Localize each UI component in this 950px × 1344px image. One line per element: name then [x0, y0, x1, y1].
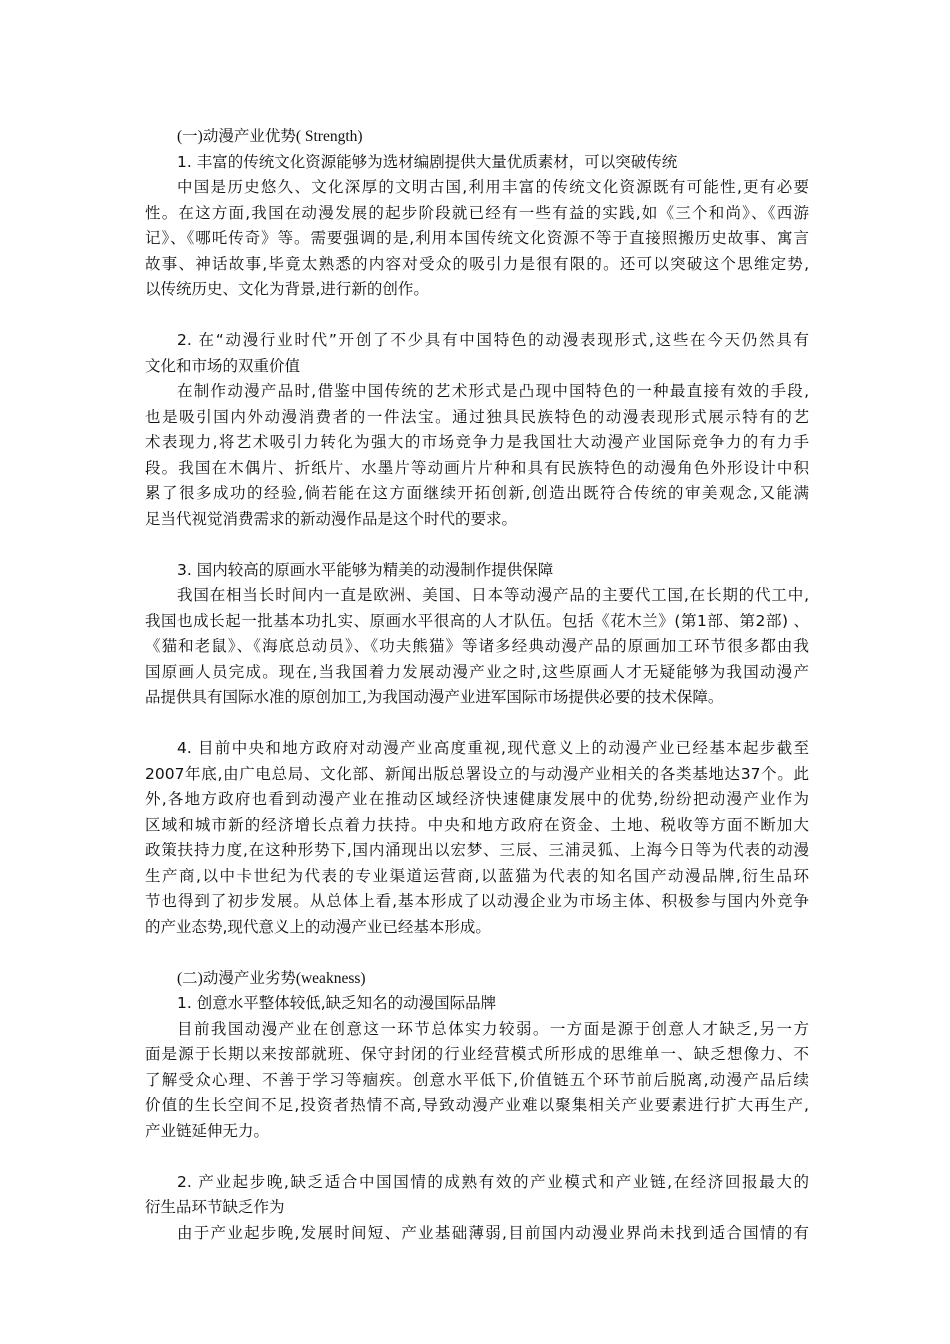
- paragraph-line: 区域和城市新的经济增长点着力扶持。中央和地方政府在资金、土地、税收等方面不断加大: [145, 815, 809, 834]
- paragraph-line: 术表现力,将艺术吸引力转化为强大的市场竞争力是我国壮大动漫产业国际竞争力的有力手: [145, 433, 809, 451]
- paragraph-line: 我国也成长起一批基本功扎实、原画水平很高的人才队伍。包括《花木兰》(第1部、第2部) 、: [145, 611, 809, 630]
- subsection-title: 1. 创意水平整体较低,缺乏知名的动漫国际品牌: [177, 994, 497, 1012]
- paragraph-line: 记》、《哪吒传奇》等。需要强调的是,利用本国传统文化资源不等于直接照搬历史故事、寓言: [145, 229, 809, 247]
- paragraph-line: 中国是历史悠久、文化深厚的文明古国,利用丰富的传统文化资源既有可能性,更有必要: [177, 178, 809, 196]
- paragraph-line: 面是源于长期以来按部就班、保守封闭的行业经营模式所形成的思维单一、缺乏想像力、不: [145, 1045, 809, 1063]
- paragraph-line: 我国在相当长时间内一直是欧洲、美国、日本等动漫产品的主要代工国,在长期的代工中,: [177, 586, 809, 604]
- subsection-title: 4. 目前中央和地方政府对动漫产业高度重视,现代意义上的动漫产业已经基本起步截至: [177, 739, 809, 757]
- paragraph-line: 足当代视觉消费需求的新动漫作品是这个时代的要求。: [145, 509, 518, 528]
- subsection-title: 3. 国内较高的原画水平能够为精美的动漫制作提供保障: [177, 560, 554, 579]
- paragraph-gap: [145, 1144, 809, 1170]
- paragraph-line: 外,各地方政府也看到动漫产业在推动区域经济快速健康发展中的优势,纷纷把动漫产业作为: [145, 790, 809, 808]
- paragraph-line: 《猫和老鼠》、《海底总动员》、《功夫熊猫》等诸多经典动漫产品的原画加工环节很多都由我: [145, 637, 809, 655]
- paragraph-gap: [145, 940, 809, 966]
- subsection-title: 2. 产业起步晚,缺乏适合中国国情的成熟有效的产业模式和产业链,在经济回报最大的: [177, 1172, 809, 1191]
- subsection-title: 文化和市场的双重价值: [145, 356, 301, 375]
- paragraph-line: 2007年底,由广电总局、文化部、新闻出版总署设立的与动漫产业相关的各类基地达37个。此: [145, 764, 809, 783]
- paragraph-line: 也是吸引国内外动漫消费者的一件法宝。通过独具民族特色的动漫表现形式展示特有的艺: [145, 407, 809, 426]
- paragraph-line: 国原画人员完成。现在,当我国着力发展动漫产业之时,这些原画人才无疑能够为我国动漫产: [145, 662, 809, 681]
- paragraph-gap: [145, 303, 809, 329]
- paragraph-line: 价值的生长空间不足,投资者热情不高,导致动漫产业难以聚集相关产业要素进行扩大再生产,: [145, 1096, 809, 1114]
- paragraph-line: 故事、神话故事,毕竟太熟悉的内容对受众的吸引力是很有限的。还可以突破这个思维定势,: [145, 254, 809, 273]
- document-body: [145, 124, 809, 1246]
- paragraph-line: 由于产业起步晚,发展时间短、产业基础薄弱,目前国内动漫业界尚未找到适合国情的有: [177, 1223, 809, 1242]
- paragraph-line: 政策扶持力度,在这种形势下,国内涌现出以宏梦、三辰、三浦灵狐、上海今日等为代表的动漫: [145, 841, 809, 859]
- subsection-title: 1. 丰富的传统文化资源能够为选材编剧提供大量优质素材，可以突破传统: [177, 152, 678, 171]
- paragraph-gap: [145, 532, 809, 558]
- paragraph-line: 节也得到了初步发展。从总体上看,基本形成了以动漫企业为市场主体、积极参与国内外竞争: [145, 892, 809, 910]
- paragraph-line: 在制作动漫产品时,借鉴中国传统的艺术形式是凸现中国特色的一种最直接有效的手段,: [177, 382, 809, 400]
- paragraph-line: 以传统历史、文化为背景,进行新的创作。: [145, 280, 429, 298]
- paragraph-line: 了解受众心理、不善于学习等痼疾。创意水平低下,价值链五个环节前后脱离,动漫产品后续: [145, 1070, 809, 1089]
- paragraph-line: 产业链延伸无力。: [145, 1121, 270, 1140]
- paragraph-line: 目前我国动漫产业在创意这一环节总体实力较弱。一方面是源于创意人才缺乏,另一方: [177, 1019, 809, 1038]
- paragraph-gap: [145, 711, 809, 737]
- section-heading: (二)动漫产业劣势(weakness): [177, 969, 366, 987]
- section-heading: (一)动漫产业优势( Strength): [177, 128, 363, 145]
- paragraph-line: 的产业态势,现代意义上的动漫产业已经基本形成。: [145, 917, 491, 936]
- paragraph-line: 段。我国在木偶片、折纸片、水墨片等动画片片种和具有民族特色的动漫角色外形设计中积: [145, 458, 809, 477]
- paragraph-line: 品提供具有国际水准的原创加工,为我国动漫产业进军国际市场提供必要的技术保障。: [145, 688, 724, 706]
- paragraph-line: 性。在这方面,我国在动漫发展的起步阶段就已经有一些有益的实践,如《三个和尚》、《西游: [145, 203, 809, 222]
- subsection-title: 2. 在“动漫行业时代”开创了不少具有中国特色的动漫表现形式,这些在今天仍然具有: [177, 331, 809, 349]
- subsection-title: 衍生品环节缺乏作为: [145, 1198, 285, 1216]
- paragraph-line: 生产商,以中卡世纪为代表的专业渠道运营商,以蓝猫为代表的知名国产动漫品牌,衍生品环: [145, 866, 809, 885]
- paragraph-line: 累了很多成功的经验,倘若能在这方面继续开拓创新,创造出既符合传统的审美观念,又能满: [145, 484, 809, 502]
